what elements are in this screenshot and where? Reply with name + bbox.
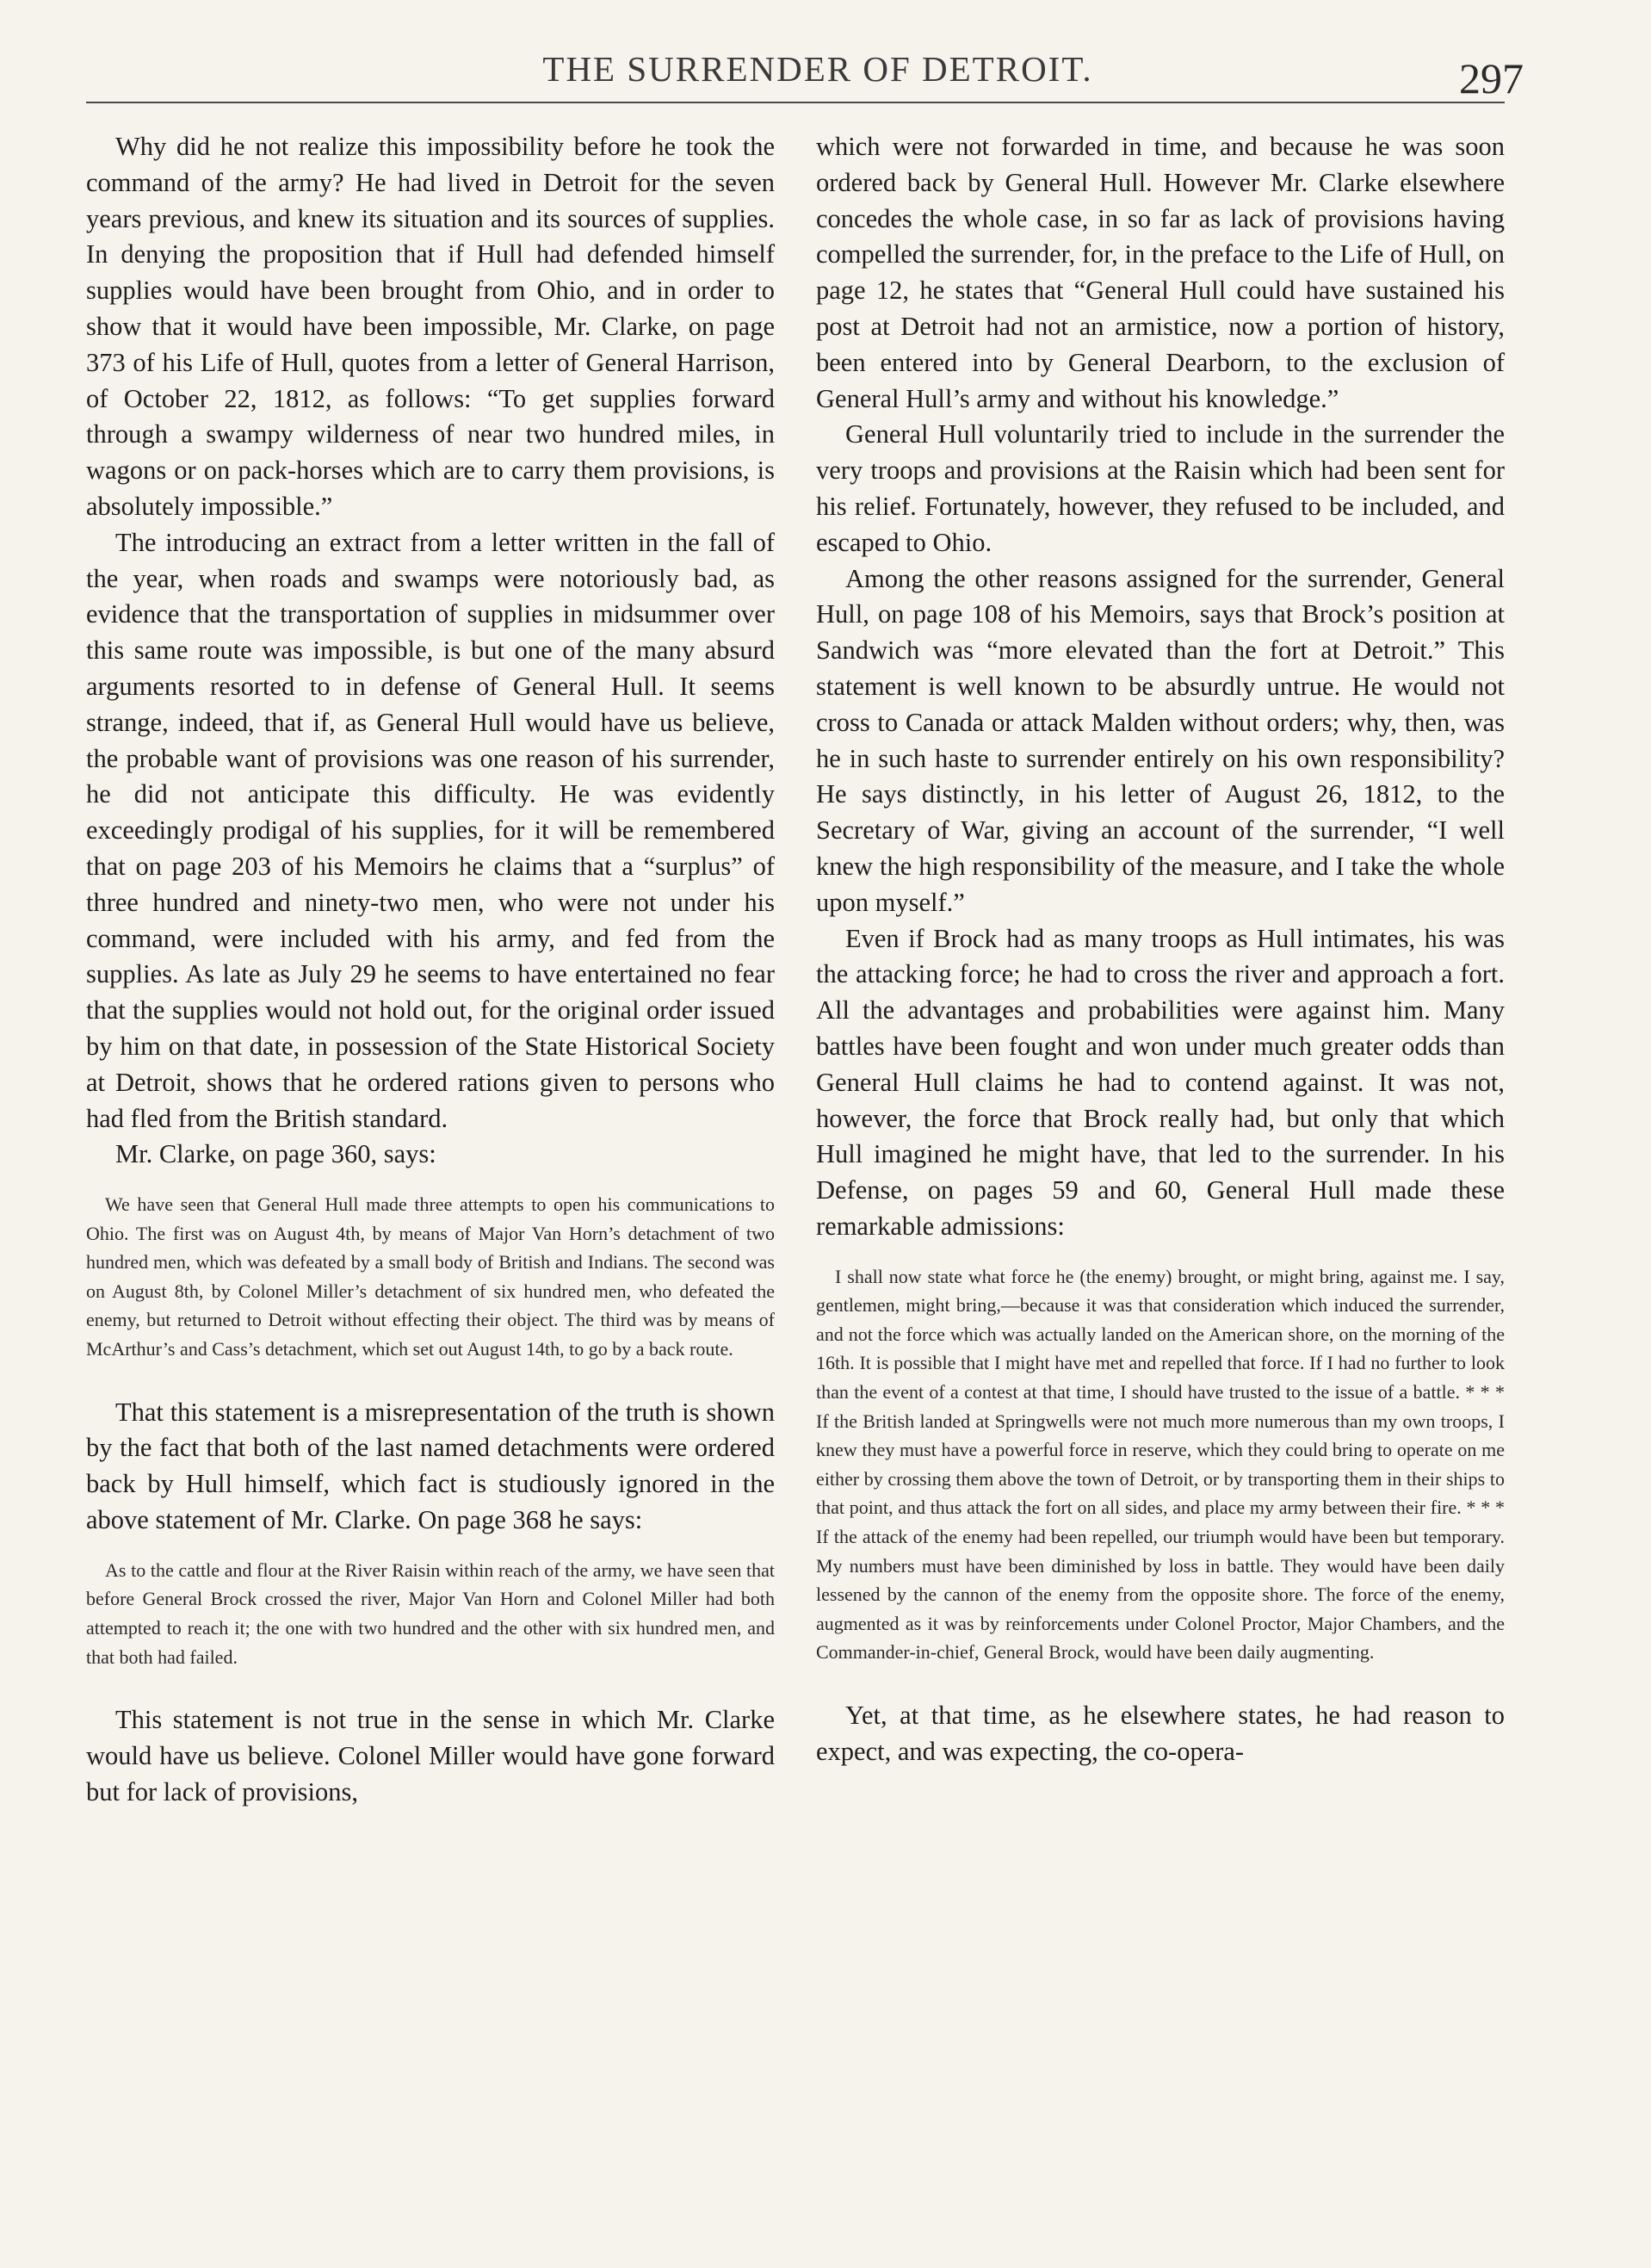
body-paragraph: Why did he not realize this impossibility before he took the command of the army? He had lived in Detroit for the seven years previous, and knew its situation and its sources of supplies. In denying the proposition that if Hull had defended himself supplies would have been brought from Ohio, and in order to show that it would have been impossible, Mr. Clarke, on page 373 of his Life of Hull, quotes from a letter of General Harrison, of October 22, 1812, as follows: “To get supplies forward through a swampy wilderness of near two hundred miles, in wagons or on pack-horses which are to carry them provisions, is absolutely impossible.” (86, 132, 775, 521)
body-paragraph: Yet, at that time, as he elsewhere states, he had reason to expect, and was expecting, the co-opera- (816, 1701, 1505, 1766)
header-rule (86, 102, 1505, 103)
body-paragraph: General Hull voluntarily tried to include in the surrender the very troops and provisions at the Raisin which had been sent for his relief. Fortunately, however, they refused to be included, and escaped to Ohio. (816, 419, 1505, 557)
block-quote: As to the cattle and flour at the River Raisin within reach of the army, we have seen that before General Brock crossed the river, Major Van Horn and Colonel Miller had both attempted to reach it; the one with two hundred and the other with six hundred men, and that both had failed. (86, 1558, 775, 1668)
block-quote: We have seen that General Hull made three attempts to open his communications to Ohio. The first was on August 4th, by means of Major Van Horn’s detachment of two hundred men, which was defeated by a small body of British and Indians. The second was on August 8th, by Colonel Miller’s detachment of six hundred men, who defeated the enemy, but returned to Detroit without effecting their object. The third was by means of McArthur’s and Cass’s detachment, which set out August 14th, to go by a back route. (86, 1193, 775, 1360)
body-paragraph: This statement is not true in the sense in which Mr. Clarke would have us believe. Colonel Miller would have gone forward but for lack of provisions, (86, 1705, 775, 1806)
running-head (0, 48, 1651, 108)
body-paragraph: which were not forwarded in time, and because he was soon ordered back by General Hull. However Mr. Clarke elsewhere concedes the whole case, in so far as lack of provisions having compelled the surrender, for, in the preface to the Life of Hull, on page 12, he states that “General Hull could have sustained his post at Detroit had not an armistice, now a portion of history, been entered into by General Dearborn, to the exclusion of General Hull’s army and without his knowledge.” (816, 132, 1505, 413)
page-number: 297 (1459, 54, 1524, 102)
left-column (86, 129, 775, 1811)
body-paragraph: The introducing an extract from a letter written in the fall of the year, when roads and swamps were notoriously bad, as evidence that the transportation of supplies in midsummer over this same route was impossible, is but one of the many absurd arguments resorted to in defense of General Hull. It seems strange, indeed, that if, as General Hull would have us believe, the probable want of provisions was one reason of his surrender, he did not anticipate this difficulty. He was evidently exceedingly prodigal of his supplies, for it will be remembered that on page 203 of his Memoirs he claims that a “surplus” of three hundred and ninety-two men, who were not under his command, were included with his army, and fed from the supplies. As late as July 29 he seems to have entertained no fear that the supplies would not hold out, for the original order issued by him on that date, in possession of the State Historical Society at Detroit, shows that he ordered rations given to persons who had fled from the British standard. (86, 527, 775, 1133)
body-paragraph: Mr. Clarke, on page 360, says: (115, 1139, 436, 1169)
body-paragraph: Among the other reasons assigned for the surrender, General Hull, on page 108 of his Memoirs, says that Brock’s position at Sandwich was “more elevated than the fort at Detroit.” This statement is well known to be absurdly untrue. He would not cross to Canada or attack Malden without orders; why, then, was he in such haste to surrender entirely on his own responsibility? He says distinctly, in his letter of August 26, 1812, to the Secretary of War, giving an account of the surrender, “I well knew the high responsibility of the measure, and I take the whole upon myself.” (816, 563, 1505, 917)
right-column (816, 129, 1505, 1770)
block-quote: I shall now state what force he (the enemy) brought, or might bring, against me. I say, gentlemen, might bring,—because it was that consideration which induced the surrender, and not the force which was actually landed on the American shore, on the morning of the 16th. It is possible that I might have met and repelled that force. If I had no further to look than the event of a contest at that time, I should have trusted to the issue of a battle. * * * If the British landed at Springwells were not much more numerous than my own troops, I knew they must have a powerful force in reserve, which they could bring to operate on me either by crossing them above the town of Detroit, or by transporting them in their ships to that point, and thus attack the fort on all sides, and place my army between their fire. * * * If the attack of the enemy had been repelled, our triumph would have been but temporary. My numbers must have been diminished by loss in battle. They would have been daily lessened by the cannon of the enemy from the opposite shore. The force of the enemy, augmented as it was by reinforcements under Colonel Proctor, Major Chambers, and the Commander-in-chief, General Brock, would have been daily augmenting. (816, 1265, 1505, 1664)
body-paragraph: Even if Brock had as many troops as Hull intimates, his was the attacking force; he had to cross the river and approach a fort. All the advantages and probabilities were against him. Many battles have been fought and won under much greater odds than General Hull claims he had to contend against. It was not, however, the force that Brock really had, but only that which Hull imagined he might have, that led to the surrender. In his Defense, on pages 59 and 60, General Hull made these remarkable admissions: (816, 923, 1505, 1241)
running-title: THE SURRENDER OF DETROIT. (542, 49, 1093, 89)
body-paragraph: That this statement is a misrepresentation of the truth is shown by the fact that both of the last named detachments were ordered back by Hull himself, which fact is studiously ignored in the above statement of Mr. Clarke. On page 368 he says: (86, 1397, 775, 1535)
